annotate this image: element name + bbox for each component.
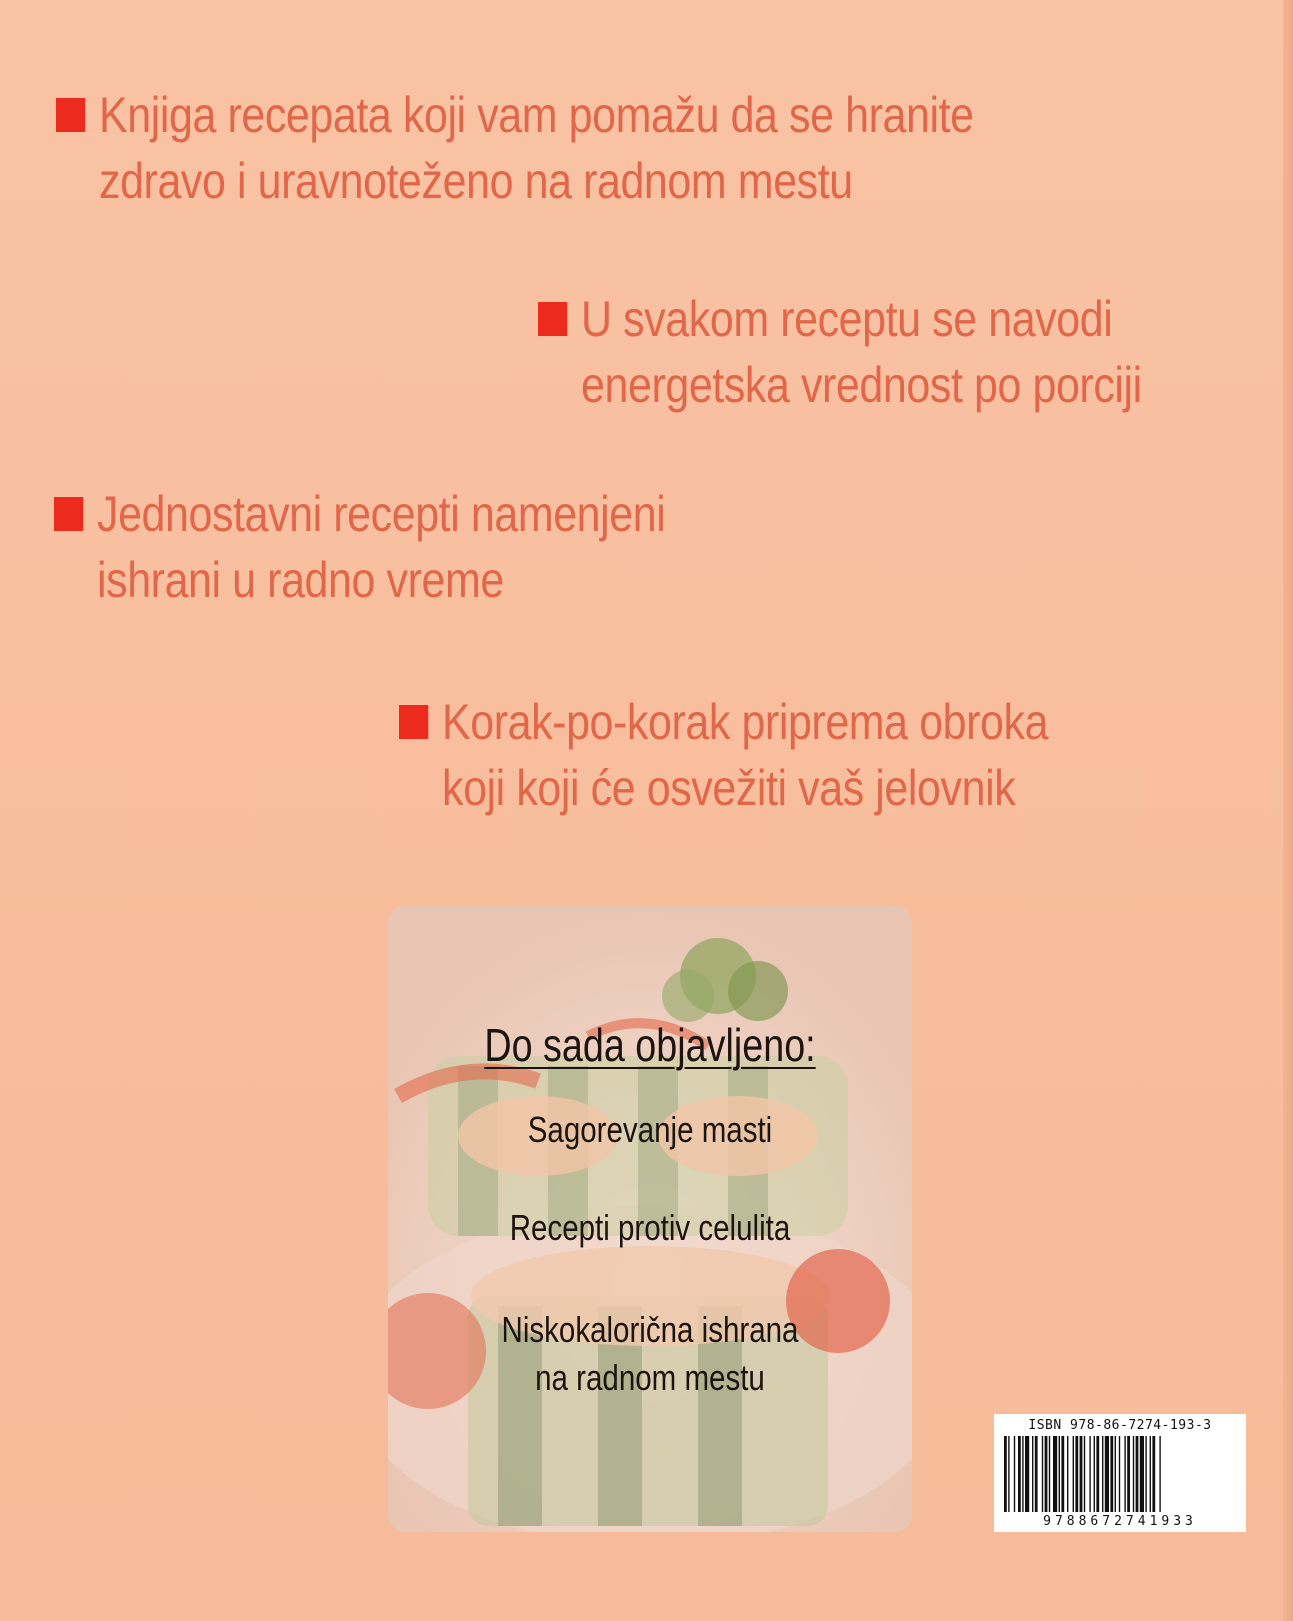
bullet-square-icon: [54, 497, 83, 531]
published-item-4: na radnom mestu: [535, 1357, 765, 1398]
published-item-3: Niskokalorična ishrana: [501, 1309, 799, 1350]
feature-2-line-1: U svakom receptu se navodi: [581, 291, 1113, 347]
barcode-bar: [1110, 1436, 1113, 1512]
barcode-bar: [1004, 1436, 1007, 1512]
barcode-bar: [1025, 1436, 1029, 1512]
barcode-bar: [1032, 1436, 1033, 1512]
barcode-bar: [1080, 1436, 1083, 1512]
barcode-bar: [1115, 1436, 1116, 1512]
barcode-bar: [1105, 1436, 1109, 1512]
feature-3-line-2: ishrani u radno vreme: [97, 552, 504, 608]
published-heading: Do sada objavljeno:: [484, 1019, 816, 1071]
published-panel: [388, 906, 912, 1532]
barcode-bar: [1096, 1436, 1099, 1512]
published-item-2: Recepti protiv celulita: [509, 1207, 791, 1248]
barcode-bar: [1018, 1436, 1021, 1512]
bullet-square-icon: [56, 98, 85, 132]
barcode-bar: [1042, 1436, 1043, 1512]
barcode-bar: [1014, 1436, 1015, 1512]
barcode-bar: [1061, 1436, 1064, 1512]
isbn-number: ISBN 978-86-7274-193-3: [1028, 1418, 1212, 1433]
barcode-bar: [1150, 1436, 1151, 1512]
barcode-bar: [1145, 1436, 1146, 1512]
feature-block-4: [399, 689, 1048, 821]
feature-block-3: [54, 481, 665, 613]
barcode-bar: [1127, 1436, 1130, 1512]
published-item-1: Sagorevanje masti: [527, 1109, 773, 1150]
barcode-bar: [1136, 1436, 1139, 1512]
barcode-bar: [1152, 1436, 1155, 1512]
feature-block-2: [538, 286, 1142, 418]
published-text: [388, 906, 912, 1532]
barcode-bar: [1133, 1436, 1134, 1512]
feature-3-line-1: Jednostavni recepti namenjeni: [97, 486, 666, 542]
barcode-bar: [1022, 1436, 1023, 1512]
barcode-bar: [1008, 1436, 1009, 1512]
bullet-square-icon: [399, 705, 428, 739]
barcode-bar: [1067, 1436, 1068, 1512]
barcode-bar: [1053, 1436, 1057, 1512]
barcode-bar: [1084, 1436, 1085, 1512]
barcode-bar: [1159, 1436, 1160, 1512]
barcode-bar: [1124, 1436, 1125, 1512]
ean-digits: 9788672741933: [1043, 1514, 1197, 1529]
feature-2-line-2: energetska vrednost po porciji: [581, 357, 1142, 413]
feature-1-line-1: Knjiga recepata koji vam pomažu da se hranite: [99, 87, 974, 143]
barcode-bar: [1073, 1436, 1074, 1512]
barcode-bar: [1089, 1436, 1090, 1512]
feature-1-line-2: zdravo i uravnoteženo na radnom mestu: [99, 153, 853, 209]
barcode-bar: [1059, 1436, 1060, 1512]
feature-block-1: [56, 82, 974, 214]
barcode-bar: [1140, 1436, 1144, 1512]
feature-4-line-1: Korak-po-korak priprema obroka: [442, 694, 1049, 750]
barcode-bar: [1075, 1436, 1078, 1512]
barcode-bar: [1049, 1436, 1050, 1512]
barcode-bar: [1045, 1436, 1048, 1512]
barcode-bar: [1035, 1436, 1038, 1512]
cover-edge: [1283, 0, 1293, 1621]
barcode-bar: [1119, 1436, 1120, 1512]
feature-4-line-2: koji koji će osvežiti vaš jelovnik: [442, 760, 1016, 816]
bullet-square-icon: [538, 302, 567, 336]
isbn-barcode: [994, 1414, 1246, 1532]
barcode-bar: [1102, 1436, 1103, 1512]
barcode-bar: [1094, 1436, 1095, 1512]
